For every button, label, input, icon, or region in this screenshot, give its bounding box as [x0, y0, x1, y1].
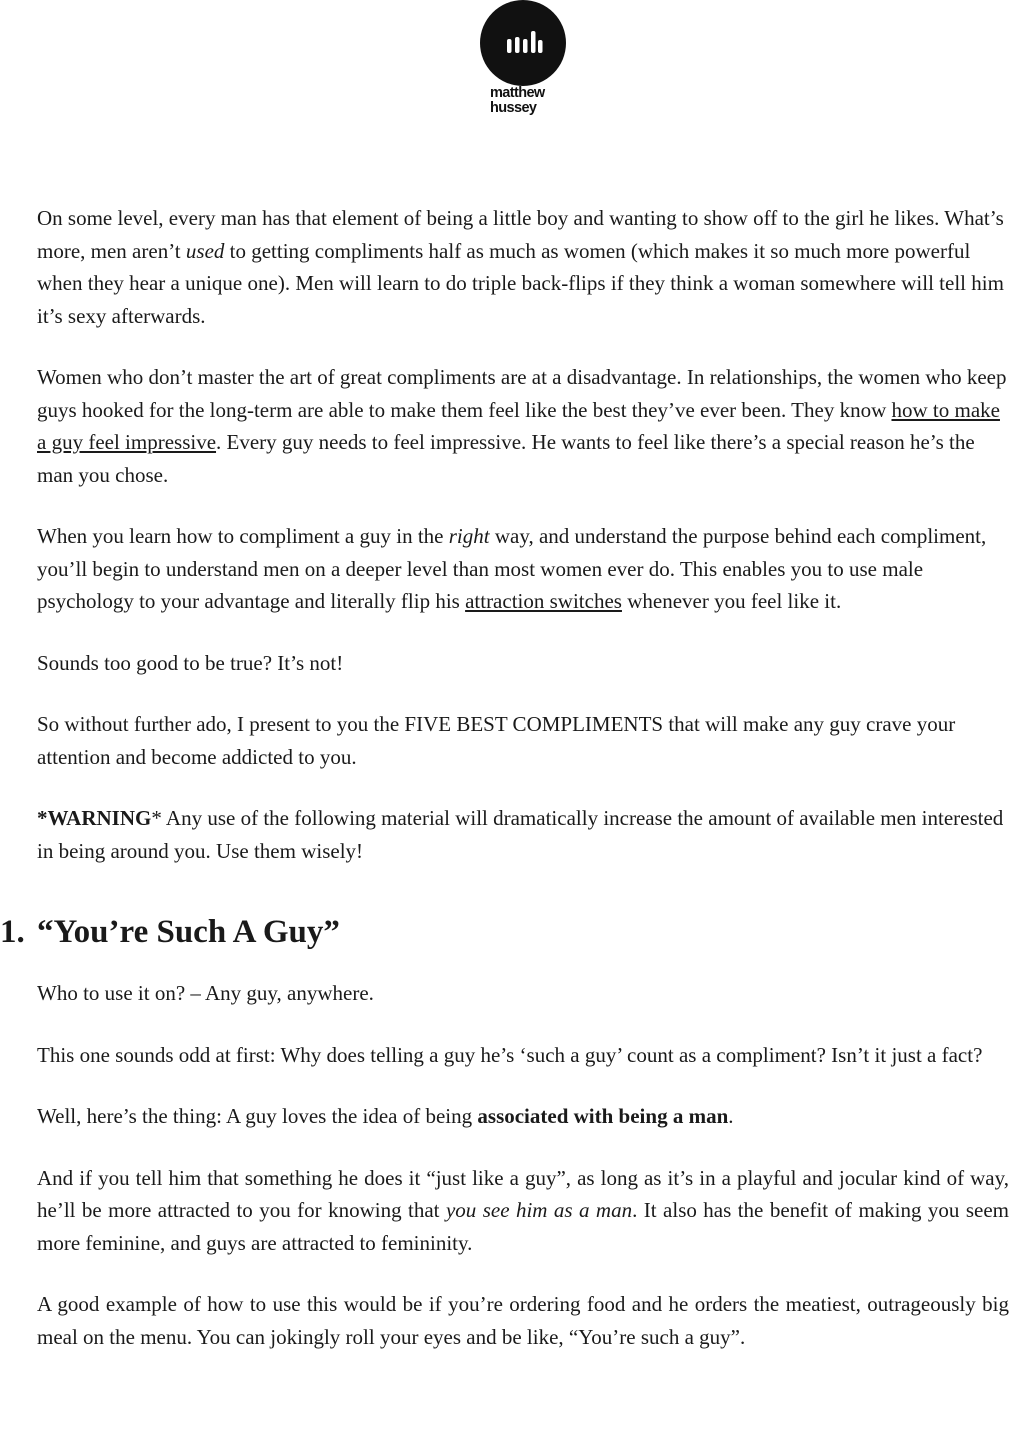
intro-paragraph-4: Sounds too good to be true? It’s not! — [37, 650, 344, 675]
section1-paragraph-5: A good example of how to use this would be if you’re ordering food and he orders the meatiest, outrageously big meal on the menu. You can jokingly roll your eyes and be like, “You’re such a guy”. — [37, 1292, 1009, 1349]
section-title: “You’re Such A Guy” — [37, 914, 340, 950]
emphasis-used: used — [185, 238, 225, 263]
logo-line-1: matthew — [490, 85, 545, 101]
intro-paragraph-5: So without further ado, I present to you the FIVE BEST COMPLIMENTS that will make any guy crave your attention and become addicted to you. — [37, 712, 956, 769]
logo-wordmark — [490, 86, 570, 116]
emphasis-man: you see him as a man — [445, 1198, 633, 1222]
section1-paragraph-4: And if you tell him that something he does it “just like a guy”, as long as it’s in a playful and jocular kind of way, he’ll be more attracted to you for knowing that you see him as a man. It also has the benefit of making you seem more feminine, and guys are attracted to femininity. — [37, 1165, 1009, 1255]
link-attraction-switches[interactable]: attraction switches — [465, 589, 622, 613]
intro-paragraph-2: Women who don’t master the art of great compliments are at a disadvantage. In relationships, the women who keep guys hooked for the long-term are able to make them feel like the best they’ve ever been. They know how to make a guy feel impressive. Every guy needs to feel impressive. He wants to feel like there’s a special reason he’s the man you chose. — [37, 365, 1007, 487]
warning-label: *WARNING — [37, 806, 152, 830]
article-body — [0, 202, 1009, 1382]
logo-line-2: hussey — [490, 100, 537, 116]
logo-mark — [480, 0, 566, 86]
section1-paragraph-1: Who to use it on? – Any guy, anywhere. — [37, 981, 374, 1005]
intro-paragraph-3: When you learn how to compliment a guy in the right way, and understand the purpose behind each compliment, you’ll begin to understand men on a deeper level than most women ever do. This enables you to use male psychology to your advantage and literally flip his attraction switches whenever you feel like it. — [37, 524, 987, 613]
section-number: 1. — [0, 914, 25, 950]
warning-paragraph: *WARNING* Any use of the following material will dramatically increase the amount of available men interested in being around you. Use them wisely! — [37, 806, 1004, 863]
link-feel-impressive[interactable]: how to make a guy feel impressive — [37, 397, 1000, 454]
intro-paragraph-1: On some level, every man has that element of being a little boy and wanting to show off to the girl he likes. What’s more, men aren’t used to getting compliments half as much as women (which makes it so much more powerful when they hear a unique one). Men will learn to do triple back-flips if they think a woman somewhere will tell him it’s sexy afterwards. — [37, 206, 1004, 328]
brand-logo — [478, 0, 568, 120]
bold-phrase: associated with being a man — [477, 1104, 729, 1128]
section-heading-1 — [0, 912, 1009, 952]
emphasis-right: right — [448, 524, 490, 548]
section1-paragraph-2: This one sounds odd at first: Why does telling a guy he’s ‘such a guy’ count as a compliment? Isn’t it just a fact? — [37, 1042, 983, 1067]
equalizer-icon — [480, 0, 566, 86]
section1-paragraph-3: Well, here’s the thing: A guy loves the idea of being associated with being a man. — [37, 1104, 734, 1128]
